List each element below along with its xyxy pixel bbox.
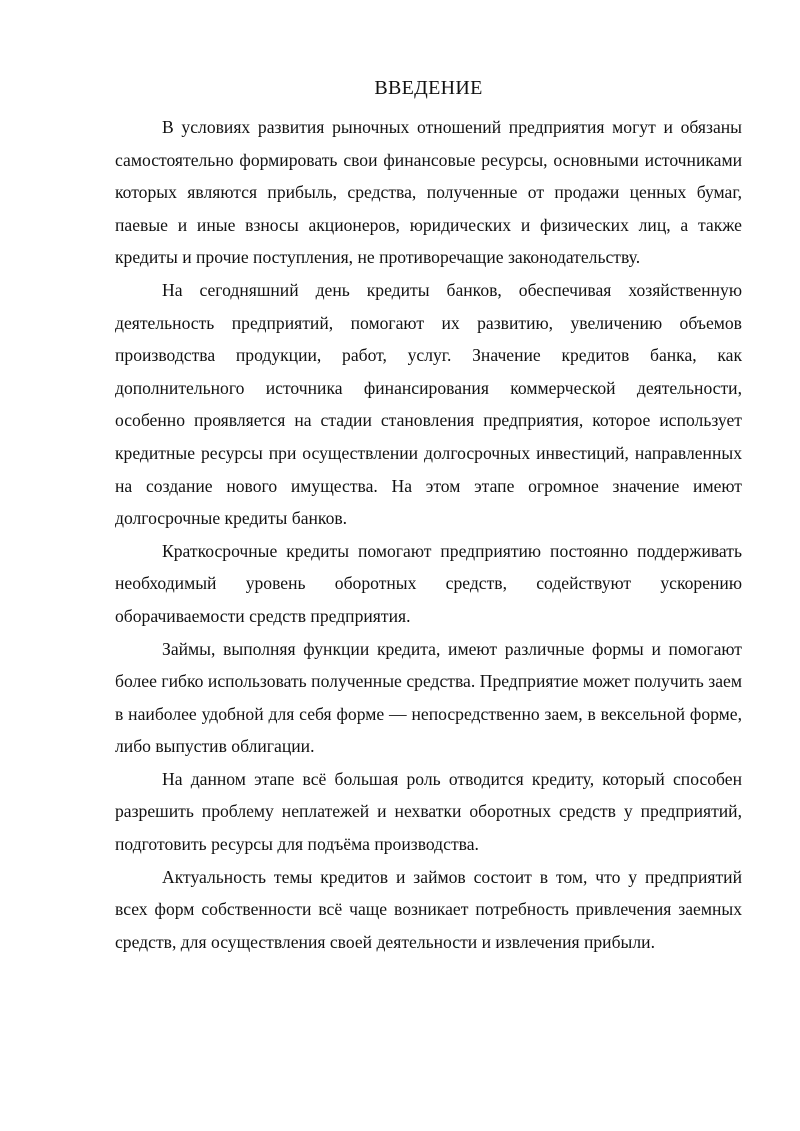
paragraph-4: Займы, выполняя функции кредита, имеют различные формы и помогают более гибко использовать полученные средства. Предприятие может получить заем в наиболее удобной для себя форме — непосредственно заем, в вексельной форме, либо выпустив облигации.	[115, 638, 742, 757]
paragraph-5: На данном этапе всё большая роль отводится кредиту, который способен разрешить проблему неплатежей и нехватки оборотных средств у предприятий, подготовить ресурсы для подъёма производства.	[115, 768, 742, 855]
paragraph-6: Актуальность темы кредитов и займов состоит в том, что у предприятий всех форм собственности всё чаще возникает потребность привлечения заемных средств, для осуществления своей деятельности и извлечения прибыли.	[115, 866, 742, 952]
paragraph-1: В условиях развития рыночных отношений предприятия могут и обязаны самостоятельно формировать свои финансовые ресурсы, основными источниками которых являются прибыль, средства, полученные от продажи ценных бумаг, паевые и иные взносы акционеров, юридических и физических лиц, а также кредиты и прочие поступления, не противоречащие законодательству.	[115, 117, 742, 268]
document-body	[115, 73, 742, 958]
paragraph-3: Краткосрочные кредиты помогают предприятию постоянно поддерживать необходимый уровень оборотных средств, содействуют ускорению оборачиваемости средств предприятия.	[115, 540, 742, 626]
paragraph-2: На сегодняшний день кредиты банков, обеспечивая хозяйственную деятельность предприятий, помогают их развитию, увеличению объемов производства продукции, работ, услуг. Значение кредитов банка, как дополнительного источника финансирования коммерческой деятельности, особенно проявляется на стадии становления предприятия, которое использует кредитные ресурсы при осуществлении долгосрочных инвестиций, направленных на создание нового имущества. На этом этапе огромное значение имеют долгосрочные кредиты банков.	[115, 279, 742, 529]
section-title: ВВЕДЕНИЕ	[374, 77, 483, 99]
